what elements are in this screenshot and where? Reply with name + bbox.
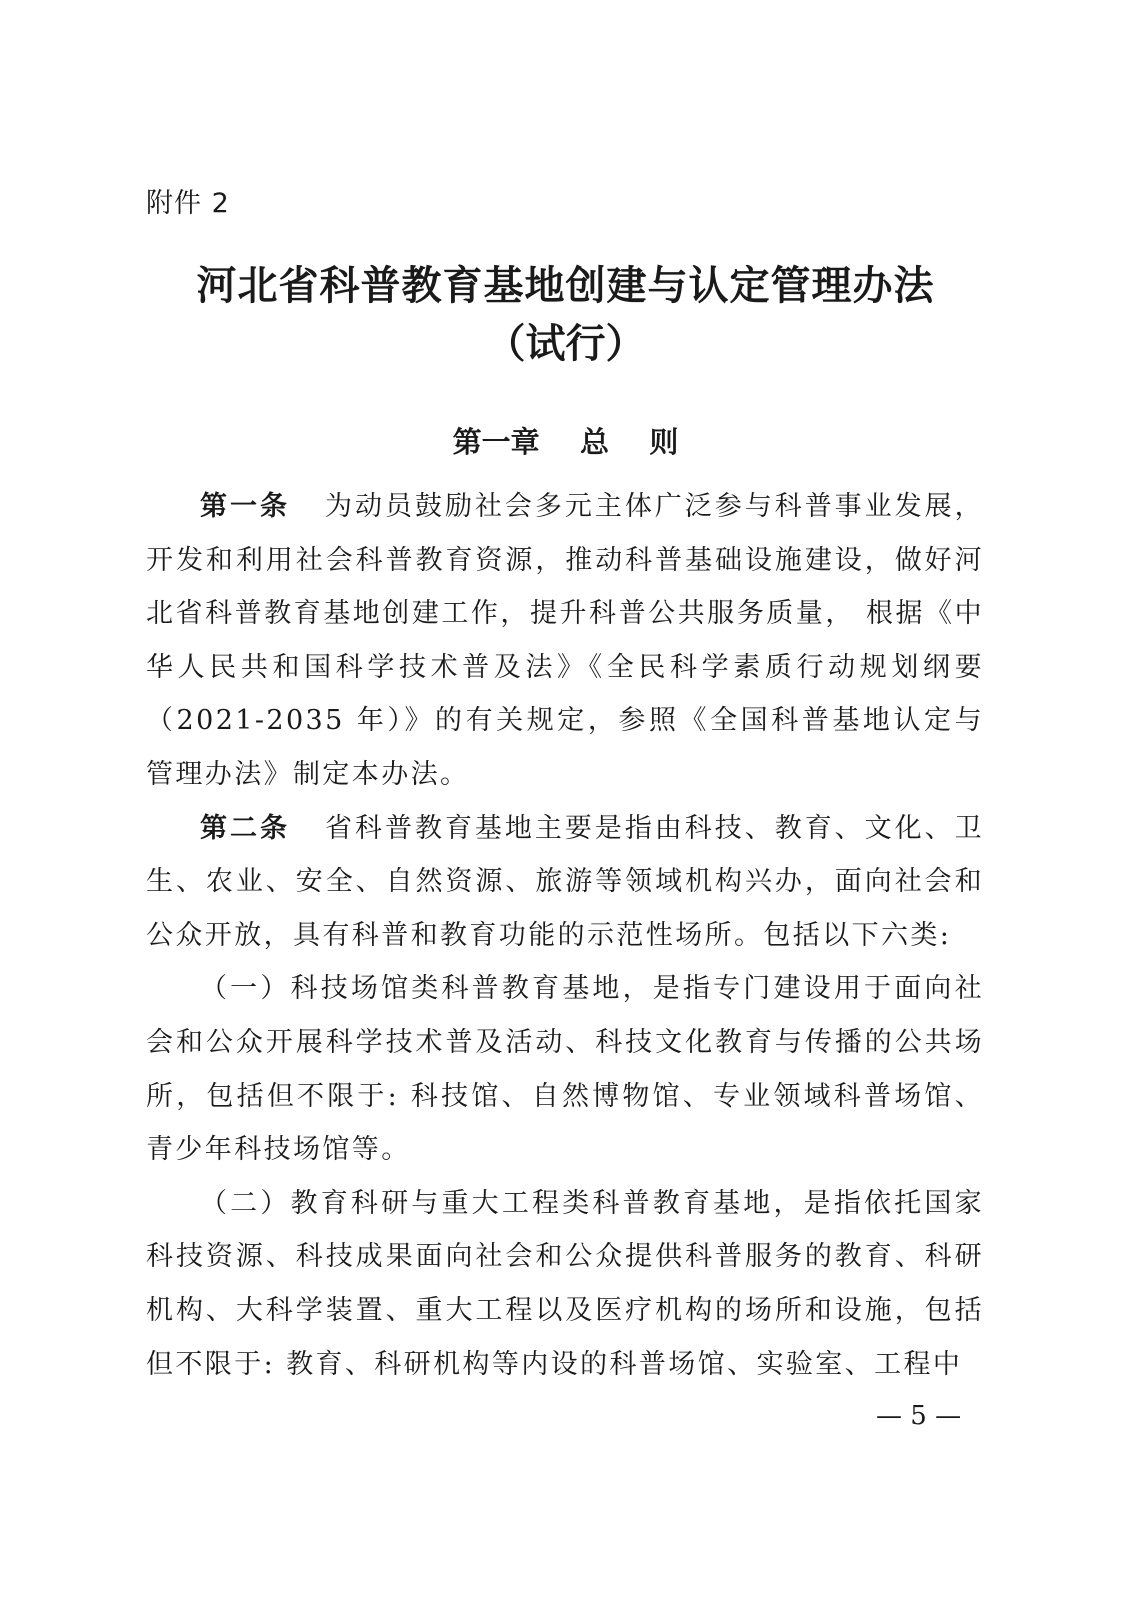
chapter-heading: 第一章 总 则 <box>452 425 679 459</box>
article-1-text: 为动员鼓励社会多元主体广泛参与科普事业发展，开发和利用社会科普教育资源，推动科普基础设施建设，做好河北省科普教育基地创建工作，提升科普公共服务质量， 根据《中华人民共和国科学技术普及法》《全民科学素质行动规划纲要（2021-2035 年）》的有关规定，参照《全国科普基地认定与管理办法》制定本办法。 <box>146 491 984 790</box>
document-subtitle: （试行） <box>485 321 646 367</box>
document-title: 河北省科普教育基地创建与认定管理办法 <box>196 263 935 309</box>
article-1-label: 第一条 <box>200 491 290 522</box>
article-1 <box>146 480 984 802</box>
article-2-text: 省科普教育基地主要是指由科技、教育、文化、卫生、农业、安全、自然资源、旅游等领域机构兴办，面向社会和公众开放，具有科普和教育功能的示范性场所。包括以下六类: <box>146 812 984 951</box>
document-body <box>146 480 984 1391</box>
list-item-2: （二）教育科研与重大工程类科普教育基地，是指依托国家科技资源、科技成果面向社会和公众提供科普服务的教育、科研机构、大科学装置、重大工程以及医疗机构的场所和设施，包括但不限于: 教育、科研机构等内设的科普场馆、实验室、工程中 <box>146 1187 984 1380</box>
attachment-label: 附件 2 <box>146 188 230 219</box>
article-2-label: 第二条 <box>200 812 290 844</box>
list-item-1: （一）科技场馆类科普教育基地，是指专门建设用于面向社会和公众开展科学技术普及活动、科技文化教育与传播的公共场所，包括但不限于: 科技馆、自然博物馆、专业领域科普场馆、青少年科技场馆等。 <box>146 973 984 1166</box>
page-number: — 5 — <box>876 1401 962 1431</box>
article-2 <box>146 802 984 963</box>
